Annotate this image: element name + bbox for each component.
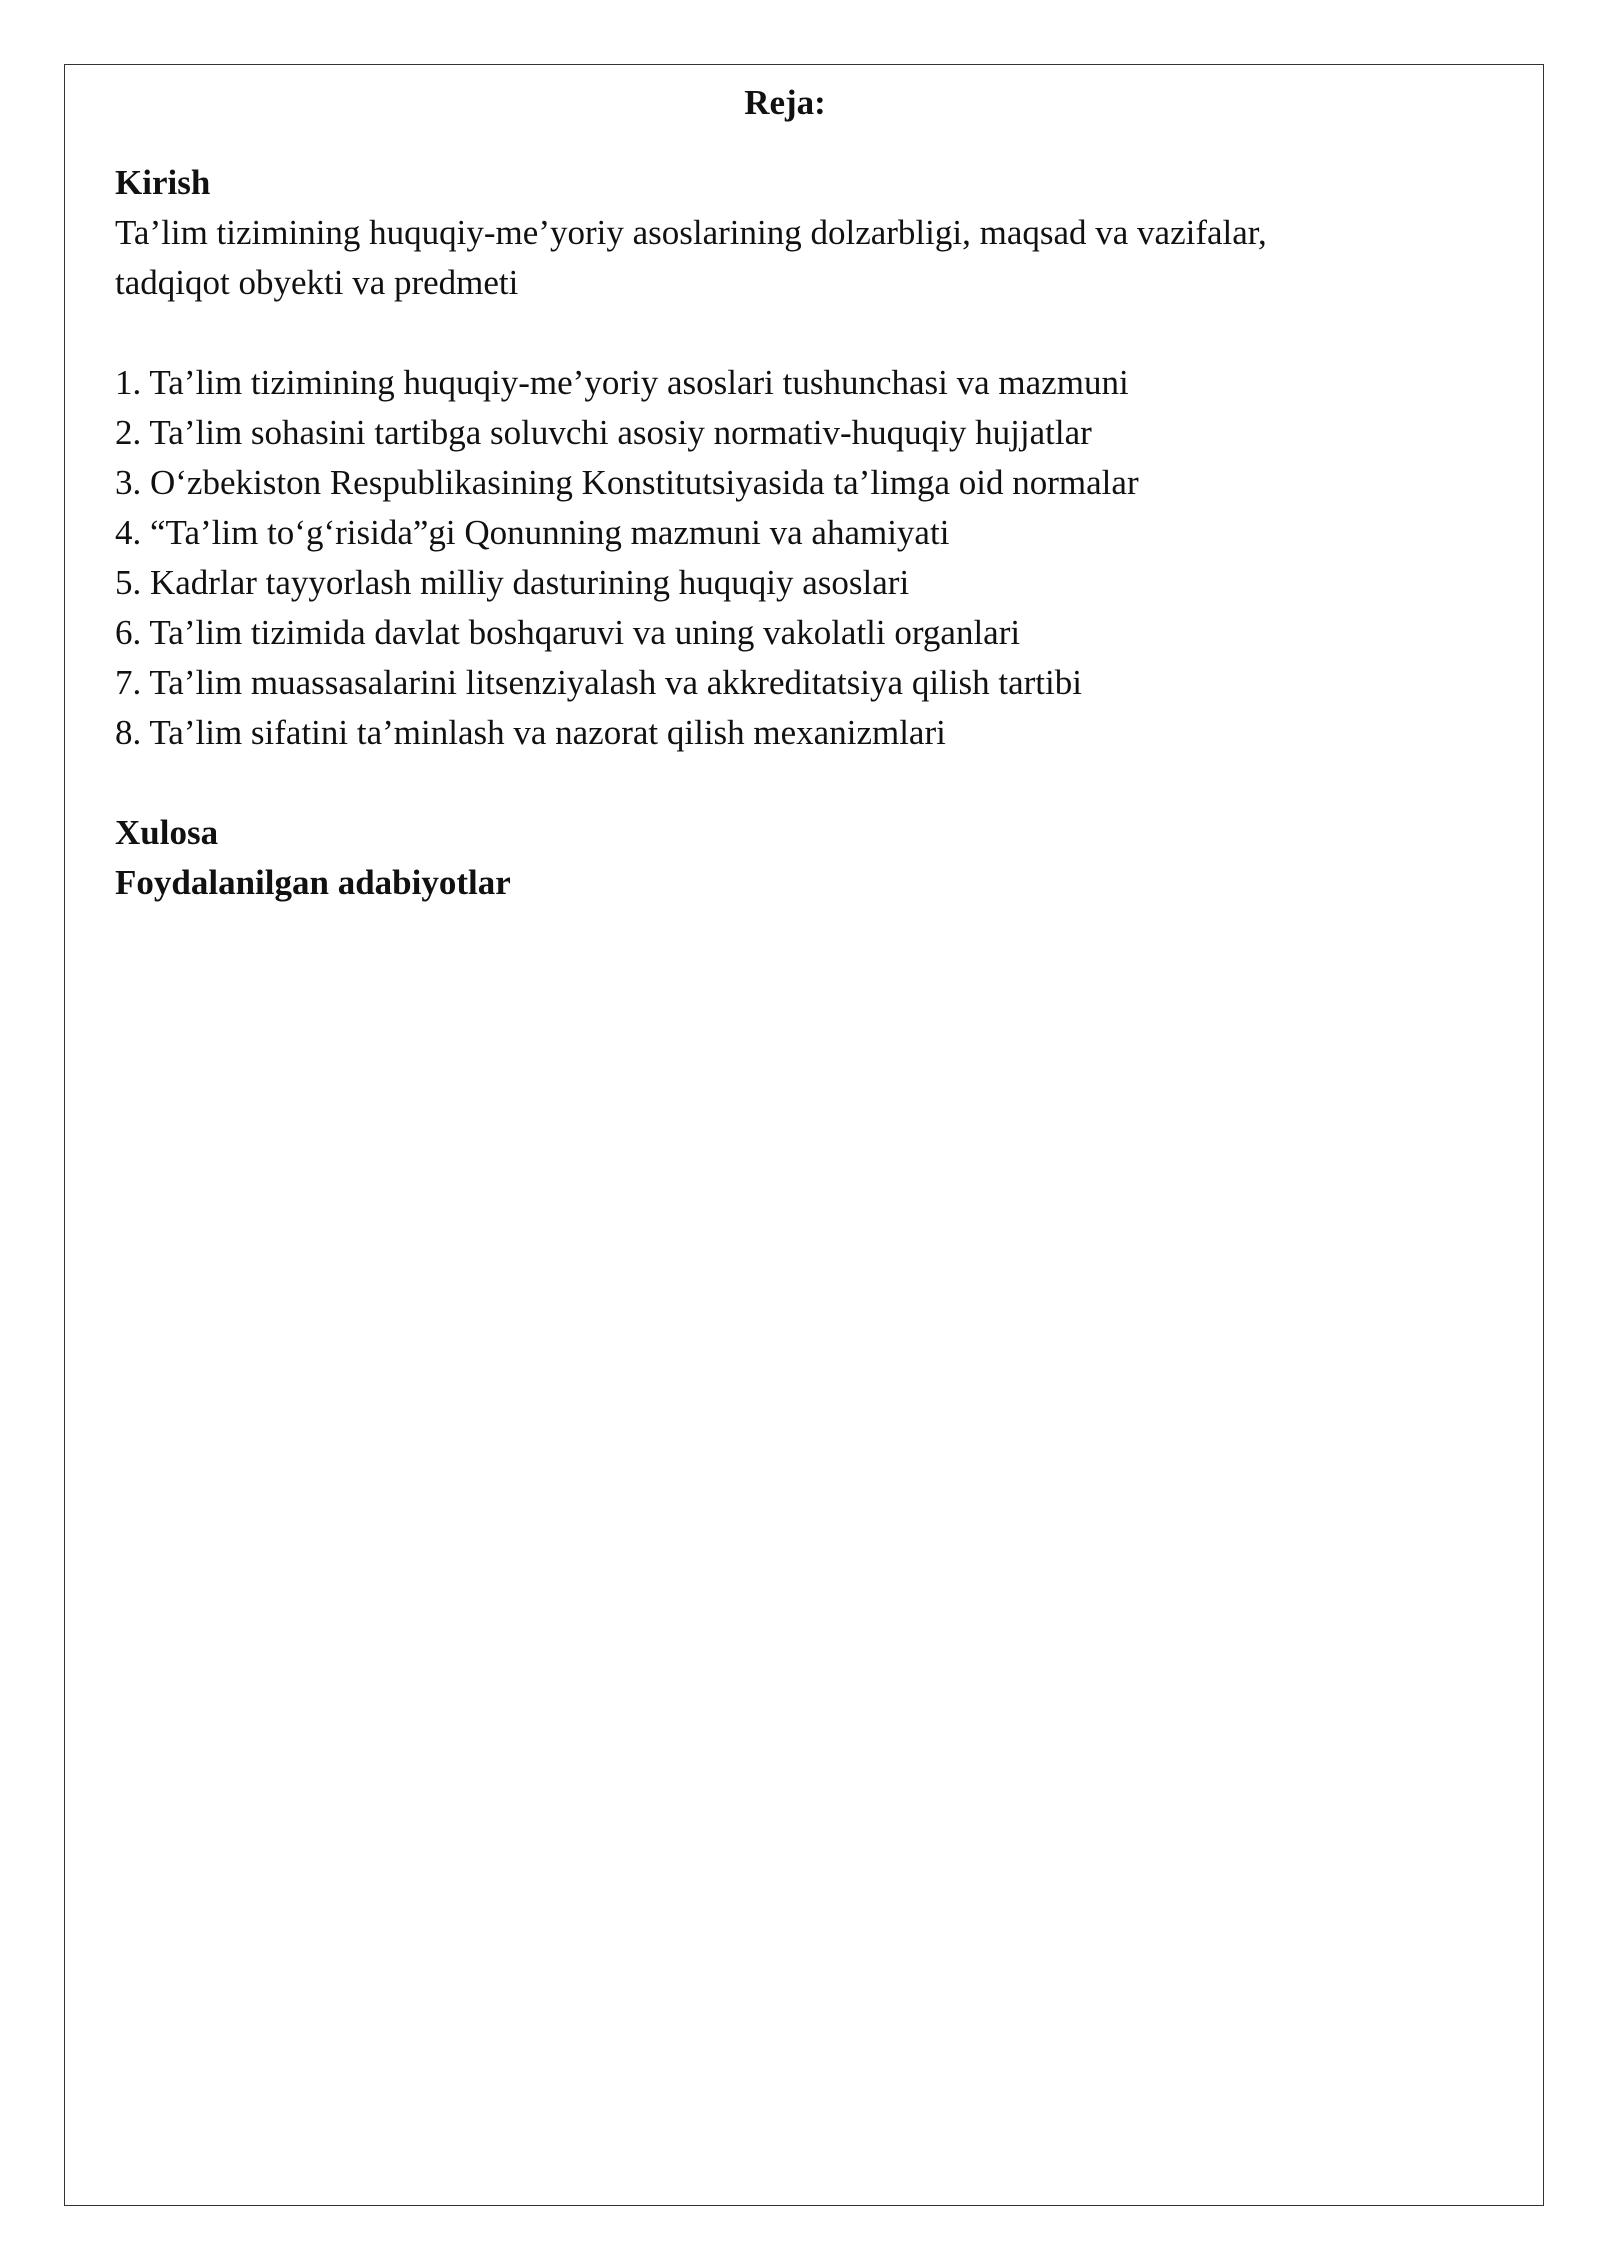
plan-item: 5. Kadrlar tayyorlash milliy dasturining huquqiy asoslari (115, 563, 910, 602)
plan-item: 2. Ta’lim sohasini tartibga soluvchi asosiy normativ-huquqiy hujjatlar (115, 413, 1092, 452)
plan-item: 3. O‘zbekiston Respublikasining Konstitutsiyasida ta’limga oid normalar (115, 463, 1139, 502)
spacer (115, 308, 1495, 358)
plan-item: 6. Ta’lim tizimida davlat boshqaruvi va uning vakolatli organlari (115, 613, 1021, 652)
references-heading: Foydalanilgan adabiyotlar (115, 863, 511, 902)
intro-text-line-1: Ta’lim tizimining huquqiy-me’yoriy asoslarining dolzarbligi, maqsad va vazifalar, (115, 213, 1267, 252)
intro-text-line-2: tadqiqot obyekti va predmeti (115, 263, 519, 302)
spacer (115, 758, 1495, 808)
plan-item: 1. Ta’lim tizimining huquqiy-me’yoriy asoslari tushunchasi va mazmuni (115, 363, 1129, 402)
plan-item: 7. Ta’lim muassasalarini litsenziyalash va akkreditatsiya qilish tartibi (115, 663, 1082, 702)
conclusion-heading: Xulosa (115, 813, 219, 852)
document-body (115, 78, 1495, 908)
intro-heading: Kirish (115, 163, 211, 202)
plan-item: 4. “Ta’lim to‘g‘risida”gi Qonunning mazmuni va ahamiyati (115, 513, 950, 552)
document-title: Reja: (744, 83, 826, 122)
plan-item: 8. Ta’lim sifatini ta’minlash va nazorat qilish mexanizmlari (115, 713, 946, 752)
spacer (115, 128, 1495, 158)
plan-list (115, 358, 1495, 758)
